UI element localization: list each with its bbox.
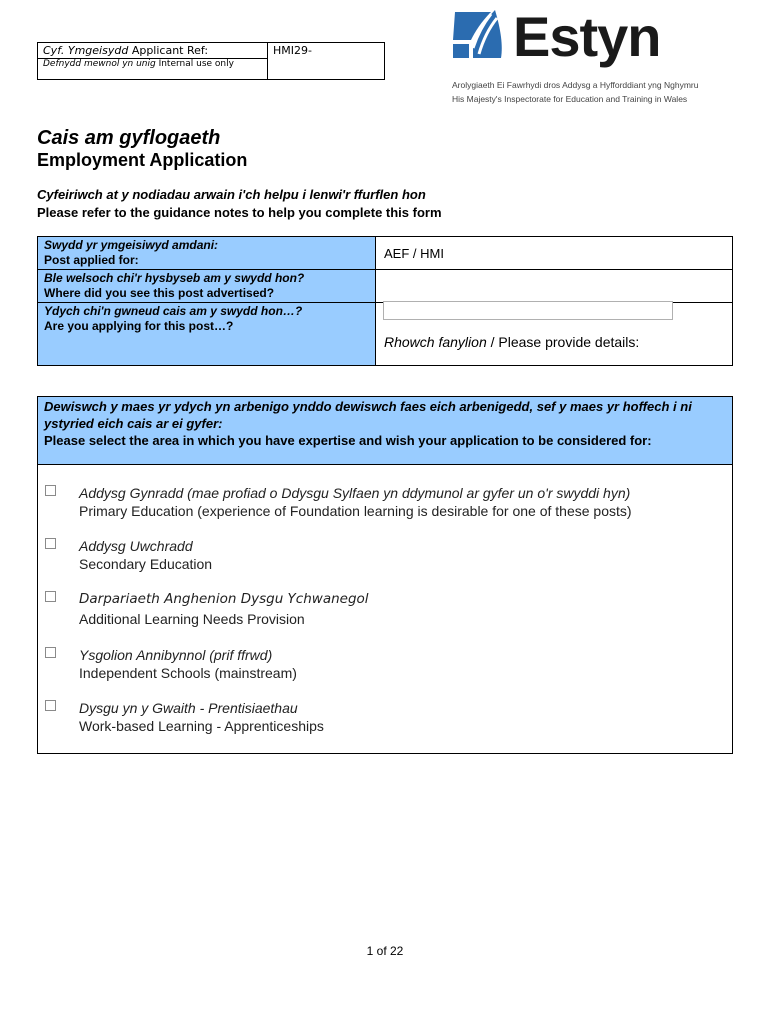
logo-tagline-en: His Majesty's Inspectorate for Education and Training in Wales: [452, 94, 688, 104]
option-label-en: Work-based Learning - Apprenticeships: [79, 718, 324, 734]
applying-for-label-en: Are you applying for this post…?: [44, 319, 234, 333]
independent-schools-checkbox[interactable]: [45, 647, 56, 658]
estyn-logo: [451, 5, 711, 72]
applying-for-label-cy: Ydych chi'n gwneud cais am y swydd hon…?: [44, 304, 303, 318]
guidance-en: Please refer to the guidance notes to help you complete this form: [37, 205, 442, 220]
provide-details-cy: Rhowch fanylion: [384, 334, 487, 350]
applying-for-label: [38, 303, 376, 365]
option-label-en: Additional Learning Needs Provision: [79, 611, 305, 627]
internal-use-cy: Defnydd mewnol yn unig: [43, 59, 156, 69]
reference-label-en: Applicant Ref:: [131, 44, 209, 57]
applying-for-select[interactable]: [383, 301, 673, 320]
option-label-en: Independent Schools (mainstream): [79, 665, 297, 681]
option-work-based-learning[interactable]: [38, 700, 732, 740]
option-label-cy: Addysg Uwchradd: [79, 538, 193, 554]
guidance-cy: Cyfeiriwch at y nodiadau arwain i'ch helpu i lenwi'r ffurflen hon: [37, 187, 426, 202]
reference-value: HMI29-: [273, 44, 312, 57]
reference-label-cy: Cyf. Ymgeisydd: [43, 44, 129, 57]
secondary-education-checkbox[interactable]: [45, 538, 56, 549]
expertise-heading-en: Please select the area in which you have expertise and wish your application to be considered for:: [44, 433, 652, 448]
advert-source-label-en: Where did you see this post advertised?: [44, 286, 275, 300]
option-additional-learning-needs[interactable]: [38, 591, 732, 631]
option-label-cy: Dysgu yn y Gwaith - Prentisiaethau: [79, 700, 298, 716]
option-label-cy: Ysgolion Annibynnol (prif ffrwd): [79, 647, 273, 663]
option-independent-schools[interactable]: [38, 647, 732, 687]
option-label-en: Primary Education (experience of Foundation learning is desirable for one of these posts): [79, 503, 632, 519]
reference-label: [38, 43, 267, 59]
advert-source-label-cy: Ble welsoch chi'r hysbyseb am y swydd hon?: [44, 271, 305, 285]
option-label-cy: Darpariaeth Anghenion Dysgu Ychwanegol: [79, 591, 369, 607]
form-title-cy: Cais am gyflogaeth: [37, 127, 221, 149]
post-applied-value[interactable]: AEF / HMI: [384, 246, 444, 261]
work-based-learning-checkbox[interactable]: [45, 700, 56, 711]
page-number: 1 of 22: [366, 944, 404, 958]
provide-details-separator: /: [486, 334, 499, 350]
form-title-en: Employment Application: [37, 150, 248, 170]
post-details-table: [37, 236, 733, 366]
expertise-area-section: [37, 396, 733, 754]
advert-source-label: [38, 270, 376, 302]
additional-learning-needs-checkbox[interactable]: [45, 591, 56, 602]
post-applied-label-cy: Swydd yr ymgeisiwyd amdani:: [44, 238, 219, 252]
option-label-en: Secondary Education: [79, 556, 213, 572]
option-primary-education[interactable]: [38, 485, 732, 525]
internal-use-note: [43, 59, 258, 69]
provide-details-label: [384, 334, 639, 350]
internal-use-en: Internal use only: [158, 59, 234, 69]
reference-label-cell: [38, 43, 268, 79]
option-label-cy: Addysg Gynradd (mae profiad o Ddysgu Sylfaen yn ddymunol ar gyfer un o'r swyddi hyn): [79, 485, 631, 501]
post-applied-label-en: Post applied for:: [44, 253, 139, 267]
applicant-reference-box: [37, 42, 385, 80]
expertise-heading-cy: Dewiswch y maes yr ydych yn arbenigo ynddo dewiswch faes eich arbenigedd, sef y maes yr hoffech i ni ystyried eich cais ar ei gyfer:: [44, 399, 692, 431]
expertise-area-heading: [38, 397, 732, 465]
option-secondary-education[interactable]: [38, 538, 732, 578]
post-applied-label: [38, 237, 376, 269]
primary-education-checkbox[interactable]: [45, 485, 56, 496]
estyn-mark-icon: [451, 10, 505, 60]
provide-details-en: Please provide details:: [498, 334, 640, 350]
logo-tagline-cy: Arolygiaeth Ei Fawrhydi dros Addysg a Hyfforddiant yng Nghymru: [452, 80, 699, 90]
logo-wordmark: Estyn: [513, 5, 661, 68]
